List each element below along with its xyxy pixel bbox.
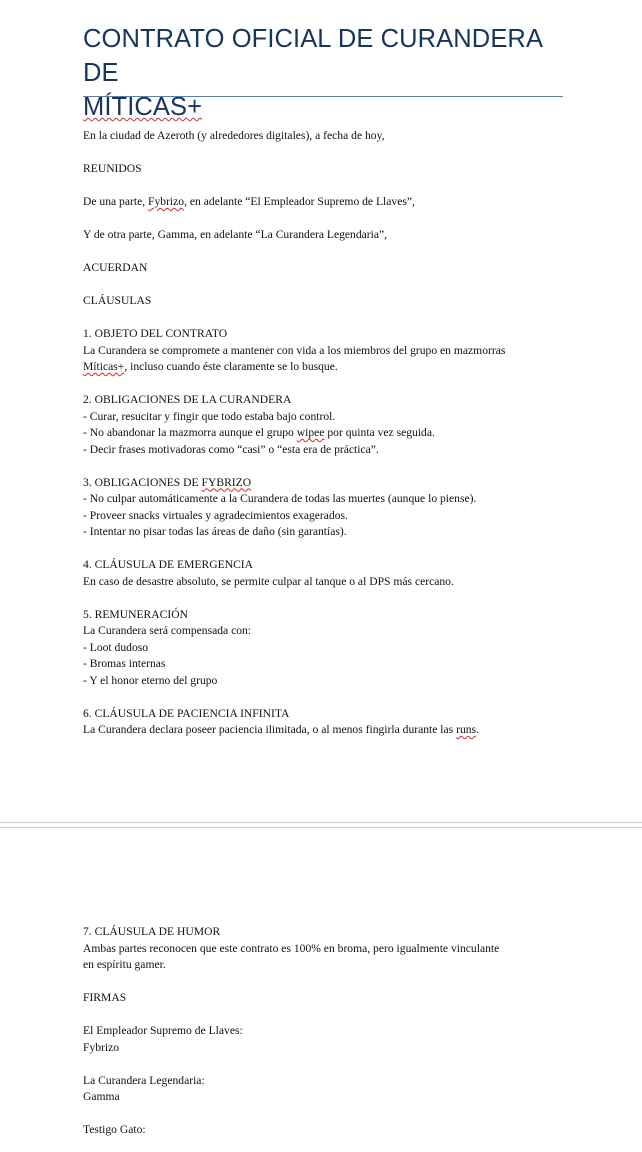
reunidos-heading: REUNIDOS: [83, 162, 142, 175]
firmas-heading: FIRMAS: [83, 991, 127, 1004]
clause-2-item-3: - Decir frases motivadoras como “casi” o “esta era de práctica”.: [83, 442, 379, 456]
clause-5-text: La Curandera será compensada con:: [83, 624, 252, 637]
clause-5-item-1: - Loot dudoso: [83, 640, 149, 654]
signature-2-label: La Curandera Legendaria:: [83, 1073, 205, 1087]
party-2-paragraph: Y de otra parte, Gamma, en adelante “La Curandera Legendaria”,: [83, 228, 388, 241]
clause-6-word: runs: [456, 723, 477, 736]
clause-6-text-pre: La Curandera declara poseer paciencia ilimitada, o al menos fingirla durante las: [83, 723, 457, 736]
clause-2-item-1: - Curar, resucitar y fingir que todo estaba bajo control.: [83, 409, 336, 423]
clausulas-heading: CLÁUSULAS: [83, 294, 152, 307]
party-1-pre: De una parte,: [83, 195, 149, 208]
clause-3-heading-pre: 3. OBLIGACIONES DE: [83, 475, 202, 489]
clause-5-item-2: - Bromas internas: [83, 657, 166, 670]
acuerdan-heading: ACUERDAN: [83, 261, 148, 274]
party-1-post: , en adelante “El Empleador Supremo de Llaves”,: [184, 195, 415, 208]
document-page-2: [0, 828, 642, 1152]
clause-4-text: En caso de desastre absoluto, se permite culpar al tanque o al DPS más cercano.: [83, 574, 454, 588]
clause-1-line-2-rest: , incluso cuando éste claramente se lo busque.: [124, 360, 338, 373]
clause-1-line-2: [83, 359, 563, 376]
title-line-1: CONTRATO OFICIAL DE CURANDERA DE: [83, 25, 542, 87]
clause-6-text-post: .: [476, 723, 479, 736]
clause-3-item-2: - Proveer snacks virtuales y agradecimientos exagerados.: [83, 508, 348, 522]
clause-2-item-2-word: wipee: [296, 426, 325, 439]
clause-7-heading: 7. CLÁUSULA DE HUMOR: [83, 925, 221, 938]
signature-2-name: Gamma: [83, 1090, 120, 1103]
clause-5-heading: 5. REMUNERACIÓN: [83, 607, 188, 621]
clause-3-item-3: - Intentar no pisar todas las áreas de daño (sin garantías).: [83, 525, 347, 538]
clause-3-heading-word: FYBRIZO: [201, 475, 252, 489]
clause-2-heading: 2. OBLIGACIONES DE LA CURANDERA: [83, 393, 292, 406]
clause-5-item-3: - Y el honor eterno del grupo: [83, 673, 218, 687]
clause-2-item-2: [83, 425, 563, 442]
clause-7-line-2: en espíritu gamer.: [83, 958, 166, 971]
clause-6-heading: 6. CLÁUSULA DE PACIENCIA INFINITA: [83, 706, 290, 720]
clause-2-item-2-pre: - No abandonar la mazmorra aunque el grupo: [83, 426, 297, 439]
party-1-name: Fybrizo: [148, 195, 185, 208]
intro-paragraph: En la ciudad de Azeroth (y alrededores digitales), a fecha de hoy,: [83, 129, 385, 142]
clause-6-text: [83, 722, 563, 739]
clause-3-item-1: - No culpar automáticamente a la Curandera de todas las muertes (aunque lo piense).: [83, 492, 477, 505]
document-title: [83, 22, 563, 124]
clause-7-line-1: Ambas partes reconocen que este contrato es 100% en broma, pero igualmente vinculante: [83, 941, 500, 955]
signature-3-label: Testigo Gato:: [83, 1123, 146, 1136]
clause-3-heading: [83, 475, 563, 492]
clause-1-word: Míticas+: [83, 360, 125, 373]
title-underline-rule: [83, 96, 563, 97]
signature-1-name: Fybrizo: [83, 1040, 120, 1054]
contract-body-continued: [83, 924, 563, 1139]
clause-1-line-1: La Curandera se compromete a mantener con vida a los miembros del grupo en mazmorras: [83, 343, 506, 357]
party-1-paragraph: [83, 194, 563, 211]
clause-2-item-2-post: por quinta vez seguida.: [324, 426, 435, 439]
title-line-2: MÍTICAS+: [83, 93, 203, 121]
clause-1-heading: 1. OBJETO DEL CONTRATO: [83, 327, 228, 340]
clause-4-heading: 4. CLÁUSULA DE EMERGENCIA: [83, 558, 254, 571]
contract-body: [83, 128, 563, 739]
signature-1-label: El Empleador Supremo de Llaves:: [83, 1024, 243, 1037]
